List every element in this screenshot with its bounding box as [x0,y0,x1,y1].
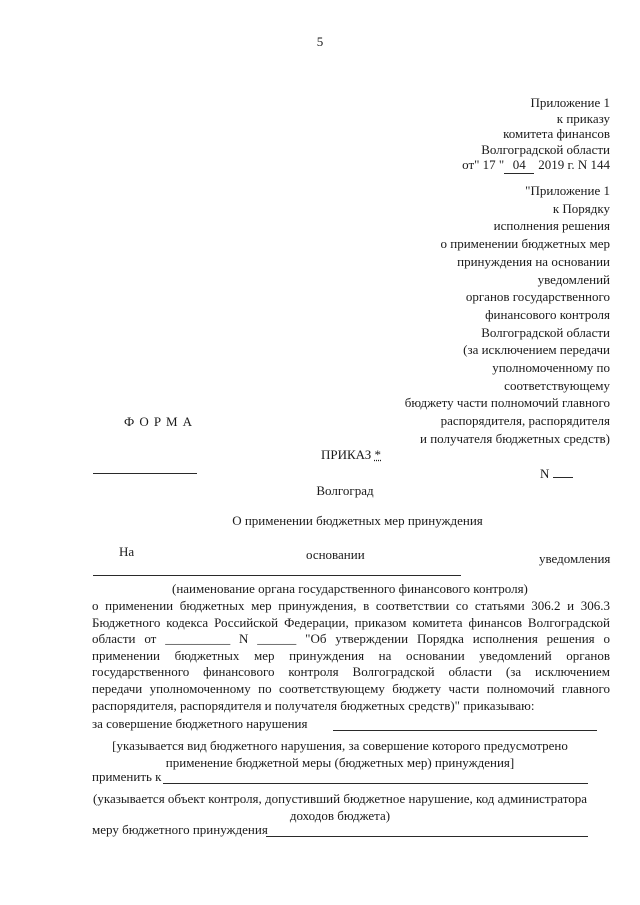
violation-label: за совершение бюджетного нарушения [92,716,308,731]
quote-line: принуждения на основании [457,253,610,269]
quote-line: финансового контроля [485,306,610,322]
appendix-quote [405,182,610,448]
basis-word: уведомления [539,551,611,566]
body-line: применении бюджетных мер принуждения на основании уведомлений органов [92,647,610,663]
city: Волгоград [316,483,374,498]
appendix-line: Волгоградской области [481,141,610,157]
body-line: Бюджетного кодекса Российской Федерации, приказом комитета финансов Волгоградской [92,614,610,630]
quote-line: уведомлений [537,271,610,287]
apply-label: применить к [92,769,162,784]
object-blank [163,783,588,784]
quote-line: и получателя бюджетных средств) [419,430,610,446]
page-number: 5 [316,34,324,49]
organ-caption: (наименование органа государственного финансового контроля) [172,581,528,596]
appendix-date: от" 17 " 04 2019 г. N 144 [462,157,610,172]
quote-line: соответствующему [504,377,610,393]
object-caption: (указывается объект контроля, допустивший бюджетное нарушение, код администратора доходов бюджета) [93,791,587,823]
appendix-line: к приказу [556,110,610,126]
order-number: N [540,466,573,482]
quote-line: Волгоградской области [481,324,610,340]
quote-line: исполнения решения [493,218,610,234]
measure-blank [266,836,588,837]
violation-blank [333,730,597,731]
basis-word: На [119,544,135,559]
order-body [92,598,610,714]
appendix-line: комитета финансов [503,126,610,141]
measure-label: меру бюджетного принуждения [92,822,268,837]
form-label: ФОРМА [124,414,197,429]
body-line: области от __________ N ______ "Об утверждении Порядка исполнения решения о [92,631,610,647]
body-line: передачи уполномоченному по соответствующему бюджету части полномочий главного [92,680,610,696]
quote-line: (за исключением передачи [463,342,610,358]
appendix-line: Приложение 1 [530,95,610,110]
quote-line: органов государственного [465,289,610,305]
quote-line: распорядителя, распорядителя [440,413,610,429]
body-line: государственного финансового контроля Волгоградской области (за исключением [92,664,610,680]
body-line: о применении бюджетных мер принуждения, в соответствии со статьями 306.2 и 306.3 [92,598,610,613]
quote-line: о применении бюджетных мер [440,236,610,252]
order-subject: О применении бюджетных мер принуждения [232,513,483,528]
violation-caption: [указывается вид бюджетного нарушения, за совершение которого предусмотрено применение бюджетной меры (бюджетных мер) принуждения] [112,738,568,770]
organ-name-blank [93,575,461,576]
quote-line: к Порядку [552,200,610,216]
appendix-header [462,95,610,174]
order-footnote-mark: * [374,447,382,462]
order-title: ПРИКАЗ * [321,447,382,462]
basis-word: основании [306,547,365,562]
body-line: распорядителя, распорядителя и получателя бюджетных средств)" приказываю: [92,697,535,713]
date-blank [93,473,197,474]
date-month: 04 [504,157,534,174]
quote-line: уполномоченному по [492,360,610,376]
quote-line: "Приложение 1 [525,183,610,198]
quote-line: бюджету части полномочий главного [404,395,610,411]
